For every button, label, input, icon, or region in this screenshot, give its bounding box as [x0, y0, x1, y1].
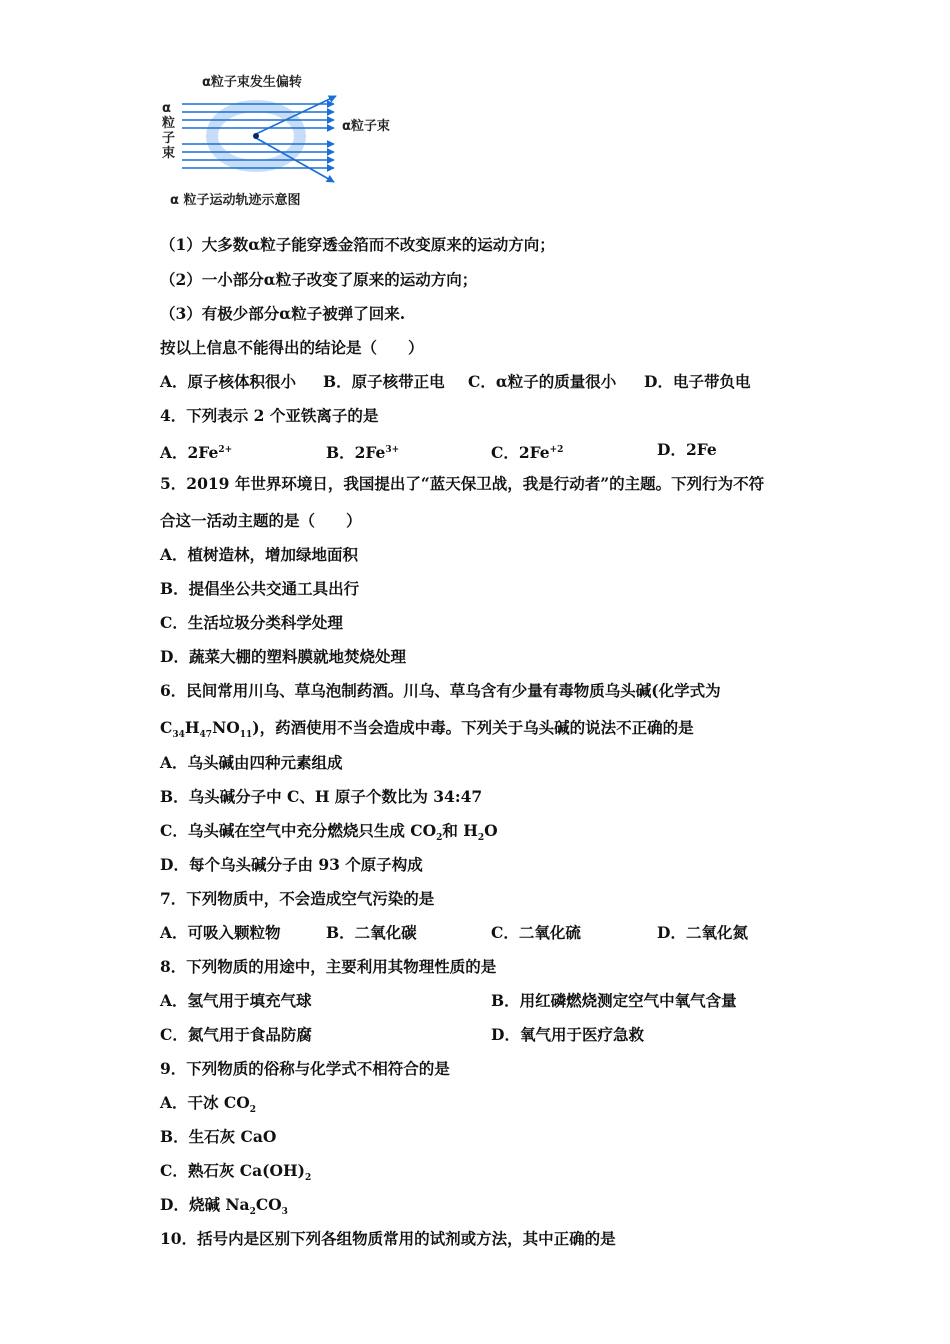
svg-text:束: 束: [162, 146, 176, 161]
q5-stem-line-1: 5．2019 年世界环境日，我国提出了“蓝天保卫战，我是行动者”的主题。下列行为不符: [160, 474, 765, 493]
nucleus-dot: [253, 133, 259, 139]
q4-stem: 4．下列表示 2 个亚铁离子的是: [160, 406, 379, 425]
q5-option-d[interactable]: D．蔬菜大棚的塑料膜就地焚烧处理: [160, 647, 406, 666]
q8-option-d[interactable]: D．氧气用于医疗急救: [491, 1025, 644, 1044]
q3-statement-2: （2）一小部分α粒子改变了原来的运动方向；: [160, 270, 478, 289]
q10-stem: 10．括号内是区别下列各组物质常用的试剂或方法，其中正确的是: [160, 1229, 616, 1248]
svg-text:α: α: [162, 101, 171, 116]
q9-option-d[interactable]: D．烧碱 $Na_2CO_3$: [160, 1195, 288, 1218]
q8-option-a[interactable]: A．氢气用于填充气球: [160, 991, 312, 1010]
q7-stem: 7．下列物质中，不会造成空气污染的是: [160, 889, 435, 908]
q7-option-a[interactable]: A．可吸入颗粒物: [160, 923, 281, 942]
q3-stem: 按以上信息不能得出的结论是（ ）: [160, 338, 424, 357]
figure-caption: α 粒子运动轨迹示意图: [170, 193, 301, 208]
svg-text:粒: 粒: [162, 116, 176, 131]
q5-stem-line-2: 合这一活动主题的是（ ）: [160, 511, 362, 530]
q9-option-c[interactable]: C．熟石灰 $Ca(OH)_2$: [160, 1161, 312, 1184]
q7-option-d[interactable]: D．二氧化氮: [657, 923, 748, 942]
q9-stem: 9．下列物质的俗称与化学式不相符合的是: [160, 1059, 450, 1078]
q4-option-c[interactable]: C．$2Fe^{+2}$: [491, 443, 564, 463]
q3-statement-3: （3）有极少部分α粒子被弹了回来.: [160, 304, 406, 323]
q3-option-d[interactable]: D．电子带负电: [644, 372, 751, 391]
q4-option-a[interactable]: A．$2Fe^{2+}$: [160, 443, 233, 463]
q8-stem: 8．下列物质的用途中，主要利用其物理性质的是: [160, 957, 497, 976]
q5-option-c[interactable]: C．生活垃圾分类科学处理: [160, 613, 343, 632]
q9-option-a[interactable]: A．干冰 $CO_2$: [160, 1093, 257, 1116]
q4-option-b[interactable]: B．$2Fe^{3+}$: [326, 443, 400, 463]
q6-stem-line-2: $C_{34}H_{47}NO_{11}$)，药酒使用不当会造成中毒。下列关于乌头碱的说法不正确的是: [160, 718, 694, 741]
q6-option-b[interactable]: B．乌头碱分子中 C、H 原子个数比为 34:47: [160, 787, 483, 806]
q4-option-d[interactable]: D．2Fe: [657, 440, 717, 459]
q3-option-a[interactable]: A．原子核体积很小: [160, 372, 297, 391]
q9-option-b[interactable]: B．生石灰 CaO: [160, 1127, 277, 1146]
q6-stem-line-1: 6．民间常用川乌、草乌泡制药酒。川乌、草乌含有少量有毒物质乌头碱(化学式为: [160, 681, 721, 700]
alpha-scattering-figure: [158, 70, 418, 210]
q5-option-b[interactable]: B．提倡坐公共交通工具出行: [160, 579, 360, 598]
q3-statement-1: （1）大多数α粒子能穿透金箔而不改变原来的运动方向；: [160, 235, 555, 254]
q3-option-b[interactable]: B．原子核带正电: [323, 372, 445, 391]
figure-left-label: [162, 101, 175, 161]
q5-option-a[interactable]: A．植树造林，增加绿地面积: [160, 545, 359, 564]
q6-option-c[interactable]: C．乌头碱在空气中充分燃烧只生成 $CO_2$和 $H_2O$: [160, 821, 498, 844]
q7-option-c[interactable]: C．二氧化硫: [491, 923, 581, 942]
q7-option-b[interactable]: B．二氧化碳: [326, 923, 417, 942]
figure-right-label: α粒子束: [342, 119, 390, 134]
svg-text:子: 子: [162, 131, 176, 146]
q8-option-c[interactable]: C．氮气用于食品防腐: [160, 1025, 312, 1044]
q6-option-a[interactable]: A．乌头碱由四种元素组成: [160, 753, 343, 772]
q3-option-c[interactable]: C．α粒子的质量很小: [468, 372, 617, 391]
q8-option-b[interactable]: B．用红磷燃烧测定空气中氧气含量: [491, 991, 737, 1010]
figure-top-label: α粒子束发生偏转: [202, 75, 302, 90]
q6-option-d[interactable]: D．每个乌头碱分子由 93 个原子构成: [160, 855, 423, 874]
